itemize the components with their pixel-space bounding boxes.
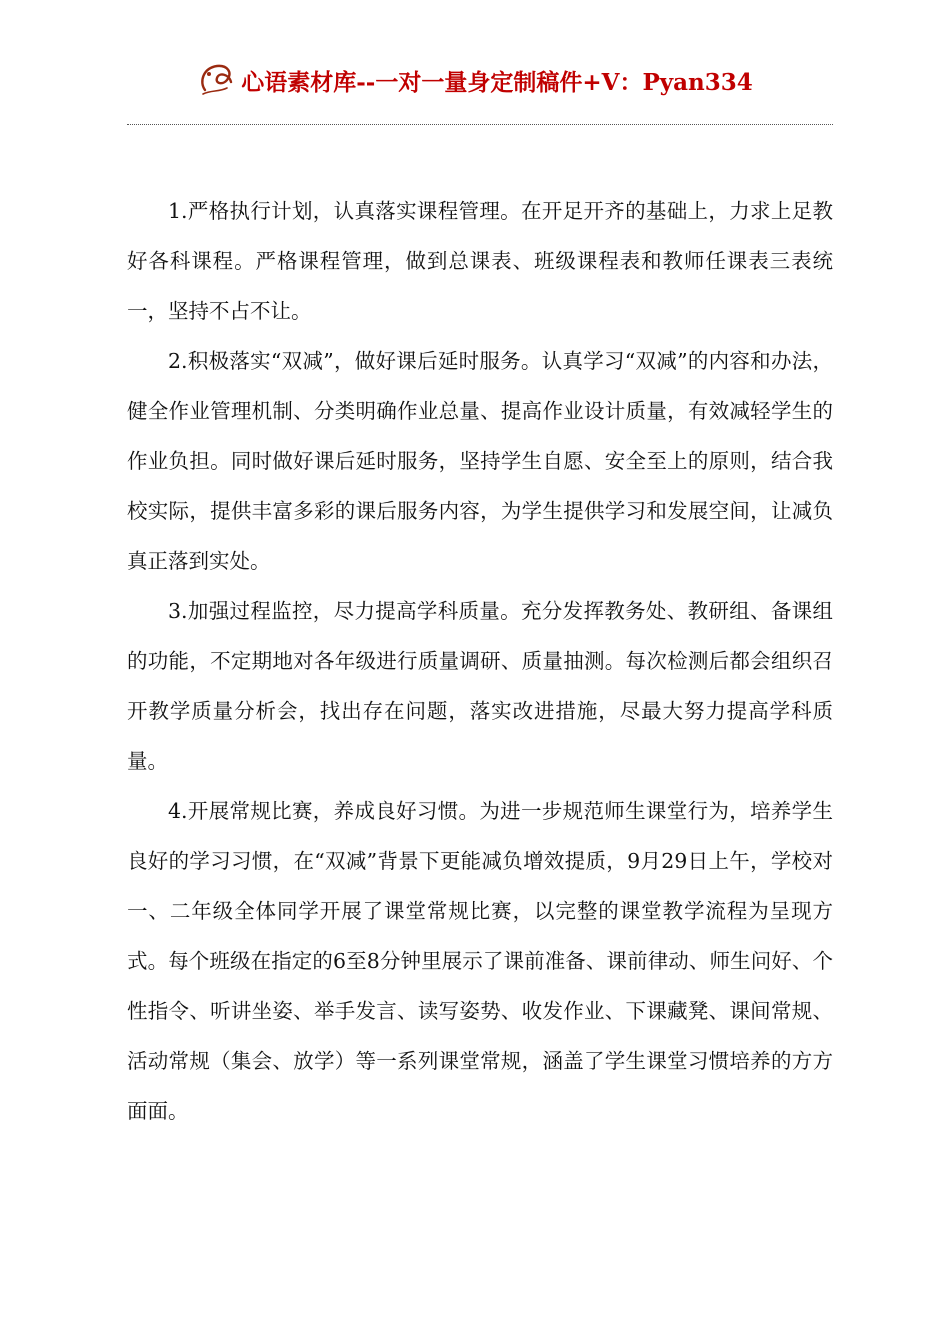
header-title: 心语素材库--一对一量身定制稿件+V：Pyan334 xyxy=(241,68,753,96)
signature-logo-icon xyxy=(197,60,239,100)
document-body xyxy=(127,186,833,1136)
page-header xyxy=(0,58,950,102)
paragraph-1: 1.严格执行计划，认真落实课程管理。在开足开齐的基础上，力求上足教好各科课程。严格课程管理，做到总课表、班级课程表和教师任课表三表统一，坚持不占不让。 xyxy=(127,199,833,323)
paragraph-4: 4.开展常规比赛，养成良好习惯。为进一步规范师生课堂行为，培养学生良好的学习习惯，在“双减”背景下更能减负增效提质，9月29日上午，学校对一、二年级全体同学开展了课堂常规比赛，以完整的课堂教学流程为呈现方式。每个班级在指定的6至8分钟里展示了课前准备、课前律动、师生问好、个性指令、听讲坐姿、举手发言、读写姿势、收发作业、下课藏凳、课间常规、活动常规（集会、放学）等一系列课堂常规，涵盖了学生课堂习惯培养的方方面面。 xyxy=(127,799,833,1123)
paragraph-3: 3.加强过程监控，尽力提高学科质量。充分发挥教务处、教研组、备课组的功能，不定期地对各年级进行质量调研、质量抽测。每次检测后都会组织召开教学质量分析会，找出存在问题，落实改进措施，尽最大努力提高学科质量。 xyxy=(127,599,833,773)
header-divider xyxy=(127,124,833,125)
paragraph-2: 2.积极落实“双减”，做好课后延时服务。认真学习“双减”的内容和办法，健全作业管理机制、分类明确作业总量、提高作业设计质量，有效减轻学生的作业负担。同时做好课后延时服务，坚持学生自愿、安全至上的原则，结合我校实际，提供丰富多彩的课后服务内容，为学生提供学习和发展空间，让减负真正落到实处。 xyxy=(127,349,833,573)
